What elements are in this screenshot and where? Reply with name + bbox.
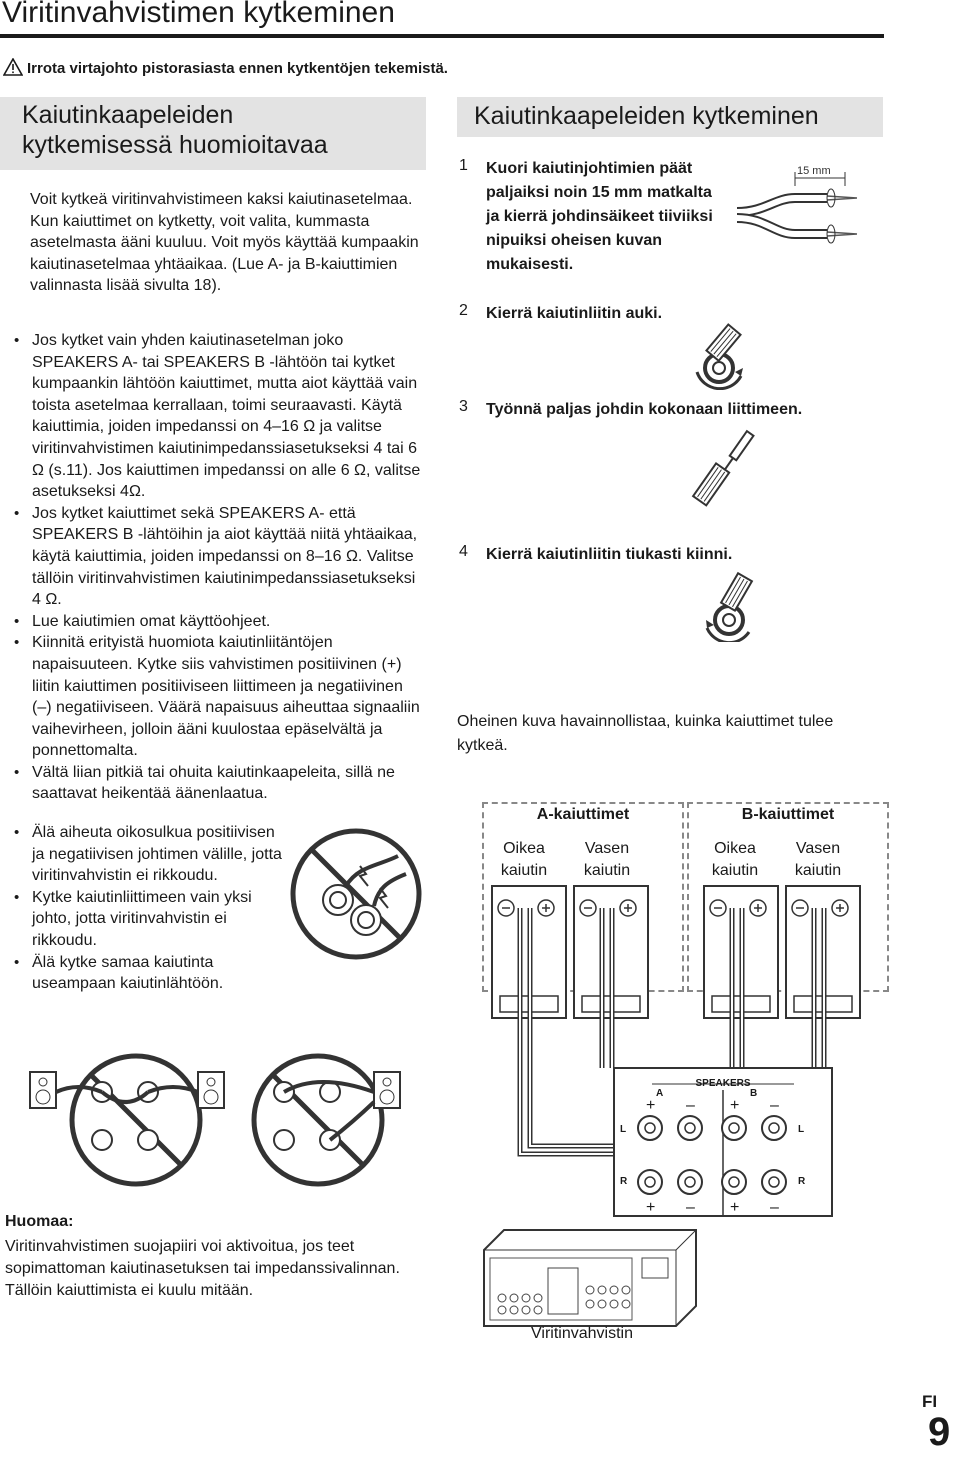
right-heading: Kaiutinkaapeleiden kytkeminen <box>474 102 819 130</box>
amplifier-label: Viritinvahvistin <box>531 1325 633 1342</box>
svg-text:–: – <box>686 1097 695 1114</box>
step-1-number: 1 <box>459 157 468 174</box>
list-item: • Kiinnitä erityistä huomiota kaiutinliitäntöjen napaisuuteen. Kytke siis vahvistimen positiivinen (+) liitin kaiuttimen positiiviseen liittimeen ja negatiivinen (–) negatiiviseen. Väärä napaisuus aiheuttaa signaaliin vaihevirheen, jolloin ääni kuulostaa epäselvältä ja ponnettomalta. <box>14 632 426 762</box>
insert-wire-illustration <box>688 428 758 512</box>
bullet-list-narrow <box>14 822 284 995</box>
list-item: • Kytke kaiutinliittimeen vain yksi johto, jotta viritinvahvistin ei rikkoudu. <box>14 887 284 952</box>
speaker-a-left-label: Vasen kaiutin <box>583 840 631 879</box>
step-4-number: 4 <box>459 543 468 560</box>
intro-paragraph: Voit kytkeä viritinvahvistimeen kaksi kaiutinasetelmaa. Kun kaiuttimet on kytketty, voit valita, kummasta asetelmasta ääni kuuluu. Voit myös käyttää kumpaakin kaiutinasetelmaa yhtäaikaa. (Lue A- ja B-kaiuttimien valinnasta lisää sivulta 18). <box>30 191 419 295</box>
warning-notice <box>3 58 448 77</box>
list-item: • Älä kytke samaa kaiutinta useampaan kaiutinlähtöön. <box>14 952 284 995</box>
step-4-text: Kierrä kaiutinliitin tiukasti kiinni. <box>486 546 733 563</box>
no-short-circuit-illustration <box>288 826 424 962</box>
step-2-number: 2 <box>459 302 468 319</box>
bullet-list-main <box>14 330 426 805</box>
list-item: • Lue kaiutimien omat käyttöohjeet. <box>14 611 426 633</box>
page-number: 9 <box>928 1410 951 1454</box>
step-3-text: Työnnä paljas johdin kokonaan liittimeen. <box>486 401 803 418</box>
svg-text:–: – <box>770 1097 779 1114</box>
speaker-group-b-title: B-kaiuttimet <box>689 806 887 824</box>
wire-strip-illustration <box>735 160 875 260</box>
speaker-b-right-label: Oikea kaiutin <box>711 840 759 879</box>
binding-post-loosen-illustration <box>683 320 753 390</box>
svg-text:–: – <box>686 1199 695 1216</box>
svg-text:+: + <box>730 1199 740 1216</box>
terminal-example-2 <box>254 1056 400 1184</box>
binding-post-tighten-illustration <box>697 570 767 642</box>
list-item: • Älä aiheuta oikosulkua positiivisen ja negatiivisen johtimen välille, jotta viritinvahvistin ei rikkoudu. <box>14 822 284 887</box>
list-item: • Vältä liian pitkiä tai ohuita kaiutinkaapeleita, sillä ne saattavat heikentää äänenlaatua. <box>14 762 426 805</box>
svg-text:L: L <box>620 1124 627 1135</box>
connection-note: Oheinen kuva havainnollistaa, kuinka kaiuttimet tulee kytkeä. <box>457 713 834 754</box>
step-1-text: Kuori kaiutinjohtimien päät paljaiksi noin 15 mm matkalta ja kierrä johdinsäikeet tiiviiksi nipuiksi oheisen kuvan mukaisesti. <box>486 160 713 273</box>
left-heading-line-2: kytkemisessä huomioitavaa <box>22 131 328 159</box>
warning-triangle-icon <box>3 58 23 76</box>
speaker-b-left-label: Vasen kaiutin <box>794 840 842 879</box>
step-2-text: Kierrä kaiutinliitin auki. <box>486 305 663 322</box>
speakers-b-label: B <box>750 1088 758 1099</box>
warning-text: Irrota virtajohto pistorasiasta ennen kytkentöjen tekemistä. <box>27 60 448 77</box>
speaker-group-a-title: A-kaiuttimet <box>484 806 682 824</box>
terminal-example-1 <box>30 1056 224 1184</box>
terminal-examples-illustration <box>18 1052 428 1192</box>
svg-text:+: + <box>646 1199 656 1216</box>
page-title: Viritinvahvistimen kytkeminen <box>2 0 395 29</box>
svg-text:+: + <box>730 1097 740 1114</box>
speakers-label: SPEAKERS <box>695 1078 751 1089</box>
note-text: Viritinvahvistimen suojapiiri voi aktivoitua, jos teet sopimattoman kaiutinasetuksen tai impedanssivalinnan. Tällöin kaiuttimista ei kuulu mitään. <box>5 1238 400 1299</box>
speaker-a-right-label: Oikea kaiutin <box>500 840 548 879</box>
left-heading-line-1: Kaiutinkaapeleiden <box>22 101 234 129</box>
left-heading <box>22 100 328 160</box>
svg-text:L: L <box>798 1124 805 1135</box>
note-title: Huomaa: <box>5 1213 74 1230</box>
title-rule <box>0 34 884 38</box>
language-code: FI <box>922 1392 938 1411</box>
list-item: • Jos kytket vain yhden kaiutinasetelman joko SPEAKERS A- tai SPEAKERS B -lähtöön tai kytket kumpaankin lähtöön kaiuttimet, mutta aiot käyttää vain toista asetelmaa kerrallaan, toimi seuraavasti. Käytä kaiuttimia, joiden impedanssi on 4–16 Ω ja valitse viritinvahvistimen kaiutinimpedanssiasetukseksi 4 tai 6 Ω (s.11). Jos kaiuttimen impedanssi on alle 6 Ω, valitse asetukseksi 4Ω. <box>14 330 426 503</box>
list-item: • Jos kytket kaiuttimet sekä SPEAKERS A- että SPEAKERS B -lähtöihin ja aiot käyttää niitä yhtäaikaa, käytä kaiuttimia, joiden impedanssi on 8–16 Ω. Valitse tällöin viritinvahvistimen kaiutinimpedanssiasetukseksi 4 Ω. <box>14 503 426 611</box>
svg-text:R: R <box>798 1176 806 1187</box>
svg-text:R: R <box>620 1176 628 1187</box>
amplifier-rear-panel <box>482 1228 698 1328</box>
strip-length-label: 15 mm <box>797 165 831 177</box>
svg-text:+: + <box>646 1097 656 1114</box>
speakers-terminal-panel <box>612 1066 834 1218</box>
step-3-number: 3 <box>459 398 468 415</box>
svg-text:–: – <box>770 1199 779 1216</box>
speakers-a-label: A <box>656 1088 664 1099</box>
